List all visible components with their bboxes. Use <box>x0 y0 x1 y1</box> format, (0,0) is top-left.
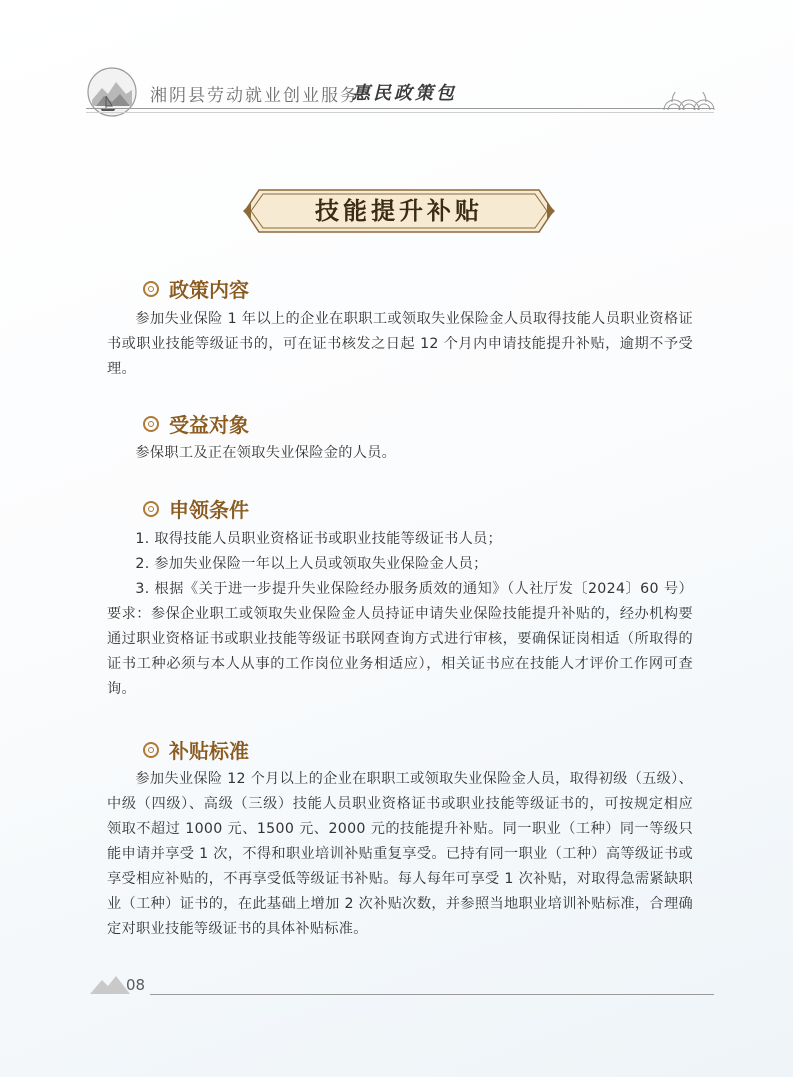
section-body-standards <box>107 767 693 942</box>
double-circle-bullet-icon <box>143 742 159 758</box>
page-title-banner <box>243 188 555 234</box>
mountain-icon <box>90 974 130 994</box>
list-item: 2. 参加失业保险一年以上人员或领取失业保险金人员； <box>135 556 488 572</box>
section-heading-text: 政策内容 <box>169 278 249 302</box>
header-divider-thin <box>86 112 714 113</box>
section-body-beneficiaries <box>107 441 693 466</box>
footer-divider <box>150 994 714 995</box>
double-circle-bullet-icon <box>143 416 159 432</box>
header-slogan: 惠民政策包 <box>352 83 457 104</box>
list-item: 1. 取得技能人员职业资格证书或职业技能等级证书人员； <box>135 531 503 547</box>
page-number: 08 <box>126 976 146 994</box>
paragraph: 参保职工及正在领取失业保险金的人员。 <box>135 445 397 461</box>
section-body-policy <box>107 307 693 382</box>
header-title: 湘阴县劳动就业创业服务 <box>150 86 359 106</box>
header-divider <box>86 108 714 109</box>
landscape-logo-icon <box>86 66 138 118</box>
section-heading-text: 补贴标准 <box>169 739 249 763</box>
double-circle-bullet-icon <box>143 501 159 517</box>
page-title: 技能提升补贴 <box>315 197 483 225</box>
paragraph: 参加失业保险 1 年以上的企业在职职工或领取失业保险金人员取得技能人员职业资格证书或职业技能等级证书的，可在证书核发之日起 12 个月内申请技能提升补贴，逾期不予受理。 <box>107 311 693 377</box>
section-heading-beneficiaries <box>143 409 249 438</box>
page-header <box>0 0 793 130</box>
section-heading-text: 申领条件 <box>169 498 249 522</box>
double-circle-bullet-icon <box>143 281 159 297</box>
section-heading-policy <box>143 274 249 303</box>
section-heading-text: 受益对象 <box>169 413 249 437</box>
section-heading-standards <box>143 735 249 764</box>
paragraph: 参加失业保险 12 个月以上的企业在职职工或领取失业保险金人员，取得初级（五级）、中级（四级）、高级（三级）技能人员职业资格证书或职业技能等级证书的，可按规定相应领取不超过 1000 元、1500 元、2000 元的技能提升补贴。同一职业（工种）同一等级只能申请并享受 1 次，不得和职业培训补贴重复享受。已持有同一职业（工种）高等级证书或享受相应补贴的，不再享受低等级证书补贴。每人每年可享受 1 次补贴，对取得急需紧缺职业（工种）证书的，在此基础上增加 2 次补贴次数，并参照当地职业培训补贴标准，合理确定对职业技能等级证书的具体补贴标准。 <box>107 771 693 937</box>
section-body-conditions <box>107 527 693 702</box>
list-item: 3. 根据《关于进一步提升失业保险经办服务质效的通知》（人社厅发〔2024〕60 号）要求：参保企业职工或领取失业保险金人员持证申请失业保险技能提升补贴的，经办机构要通过职业资格证书或职业技能等级证书联网查询方式进行审核，要确保证岗相适（所取得的证书工种必须与本人从事的工作岗位业务相适应），相关证书应在技能人才评价工作网可查询。 <box>107 581 693 697</box>
section-heading-conditions <box>143 494 249 523</box>
